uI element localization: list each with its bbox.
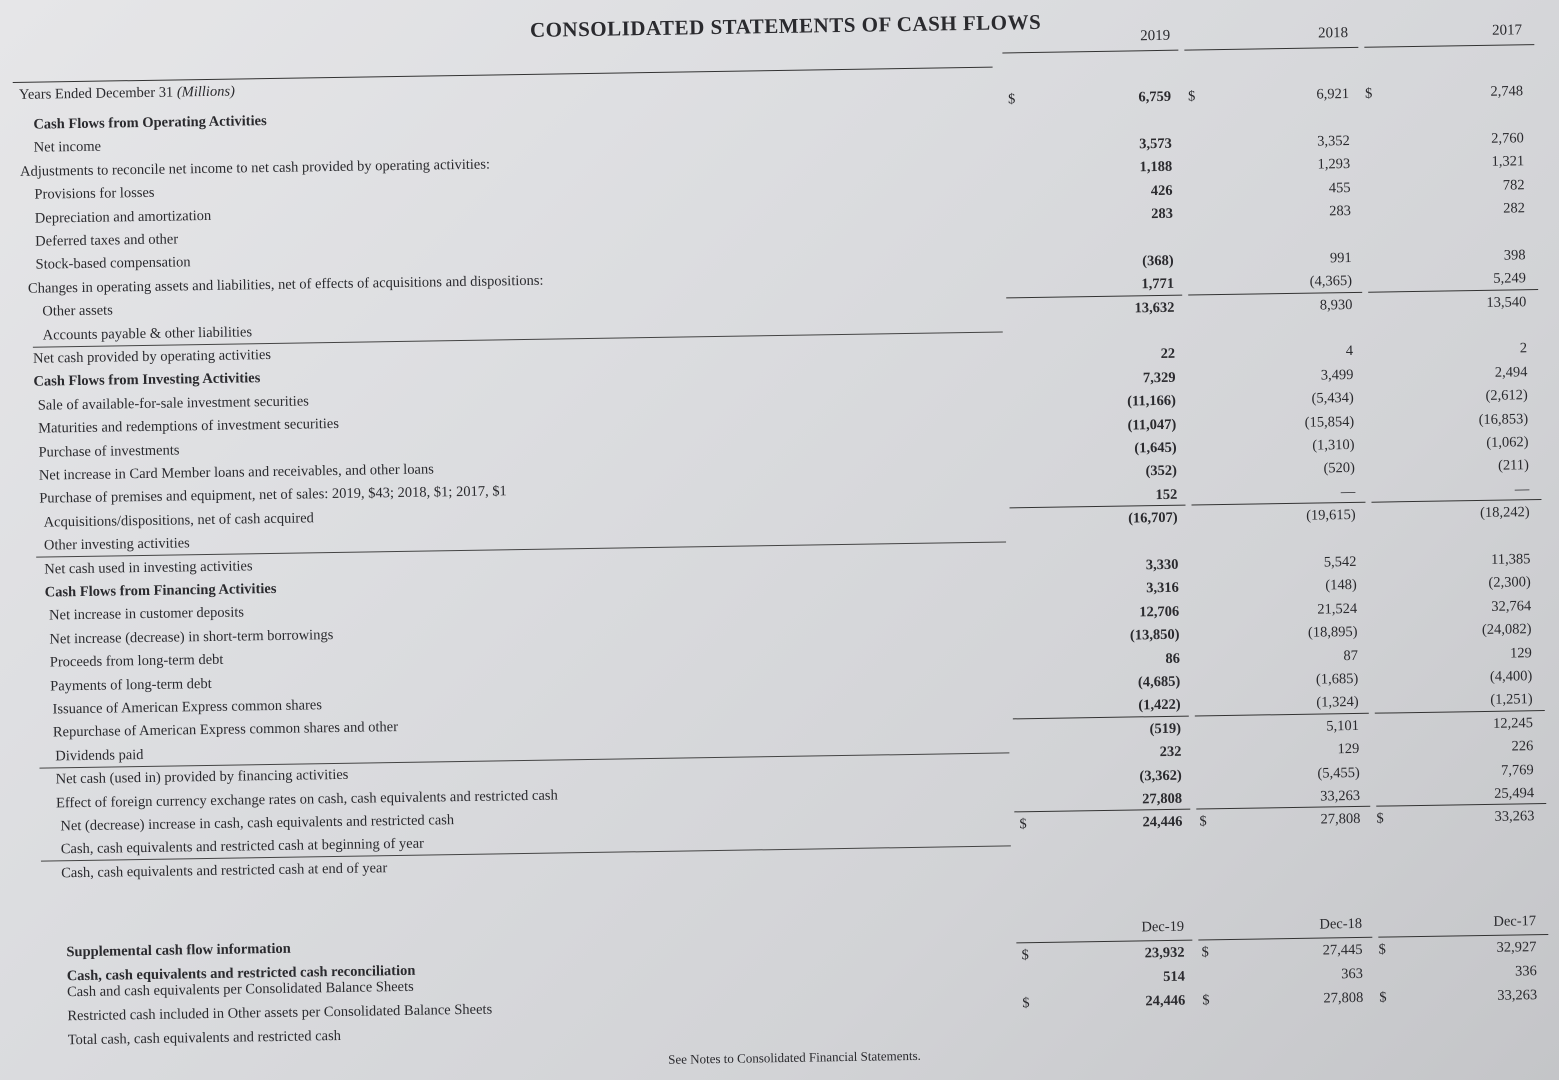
row-value-2018: —	[1340, 483, 1356, 500]
row-value-2019: 12,706	[1139, 603, 1180, 621]
row-value-2019: 24,446	[1142, 814, 1183, 831]
row-value-2019: (11,047)	[1127, 416, 1177, 434]
row-value-2017: (1,251)	[1490, 691, 1533, 709]
row-value-2019: 6,759	[1138, 88, 1172, 106]
row-label: Other assets	[42, 302, 113, 320]
row-label: Payments of long-term debt	[50, 675, 212, 695]
row-value-2017: 2,748	[1490, 83, 1524, 100]
row-value-2017: 129	[1509, 644, 1532, 662]
row-value-2017: (1,062)	[1486, 434, 1529, 451]
subtotal-rule	[1010, 505, 1186, 509]
supplemental-column-header: Dec-19	[1141, 918, 1185, 936]
row-value-2019: (3,362)	[1139, 767, 1182, 784]
row-label: Deferred taxes and other	[35, 231, 179, 250]
row-label: Proceeds from long-term debt	[49, 651, 224, 671]
row-label: Purchase of premises and equipment, net of sales: 2019, $43; 2018, $1; 2017, $1	[39, 483, 507, 508]
supplemental-value-Dec-17: 32,927	[1496, 939, 1537, 956]
row-value-2019: (352)	[1145, 463, 1178, 480]
row-value-2018: (18,895)	[1307, 624, 1358, 641]
year-header-2018: 2018	[1317, 25, 1349, 42]
row-label: Repurchase of American Express common shares and other	[52, 719, 399, 741]
row-value-2019: 3,330	[1145, 556, 1179, 574]
row-value-2017: (2,300)	[1488, 574, 1531, 592]
subtotal-rule	[1188, 291, 1362, 295]
row-label: Provisions for losses	[34, 184, 155, 203]
supplemental-value-Dec-17: 33,263	[1497, 987, 1538, 1004]
row-label: Dividends paid	[55, 746, 144, 765]
row-label: Accounts payable & other liabilities	[42, 323, 253, 344]
row-value-2018: (1,685)	[1315, 670, 1359, 688]
row-value-2019: (368)	[1142, 252, 1174, 270]
row-value-2019: 152	[1155, 486, 1178, 503]
row-value-2019: 13,632	[1134, 299, 1175, 316]
row-label: Net increase (decrease) in short-term borrowings	[49, 626, 334, 648]
year-header-2017: 2017	[1491, 22, 1523, 39]
year-rule-2019	[1002, 50, 1178, 54]
supplemental-header-rule	[1016, 940, 1192, 944]
row-value-2018: (520)	[1323, 460, 1356, 477]
row-value-2019: 232	[1159, 743, 1182, 761]
supplemental-value-Dec-18: 363	[1341, 965, 1364, 983]
currency-symbol: $	[1021, 947, 1029, 964]
row-value-2019: 3,316	[1146, 580, 1179, 597]
row-label: Net increase in Card Member loans and receivables, and other loans	[38, 461, 434, 484]
row-label: Other investing activities	[43, 535, 190, 554]
row-value-2017: (16,853)	[1478, 410, 1529, 428]
currency-symbol: $	[1187, 88, 1196, 105]
header-rule	[13, 67, 993, 83]
row-value-2019: (13,850)	[1129, 626, 1180, 644]
section-rule	[39, 752, 1009, 768]
row-value-2017: 2,760	[1491, 130, 1524, 147]
cash-flow-statement-sheet	[12, 0, 1559, 1080]
row-value-2019: 1,771	[1141, 275, 1175, 293]
row-value-2017: 7,769	[1500, 761, 1534, 779]
currency-symbol: $	[1199, 813, 1207, 830]
row-value-2017: 25,494	[1494, 785, 1535, 802]
row-value-2018: 21,524	[1317, 600, 1358, 618]
row-label: Cash Flows from Investing Activities	[33, 370, 261, 391]
currency-symbol: $	[1364, 85, 1373, 102]
currency-symbol: $	[1201, 944, 1209, 961]
supplemental-column-header: Dec-17	[1493, 913, 1537, 930]
subtotal-rule	[1006, 294, 1182, 298]
row-value-2017: (24,082)	[1481, 621, 1532, 639]
currency-symbol: $	[1378, 941, 1386, 958]
row-value-2018: (1,324)	[1316, 694, 1359, 711]
row-value-2019: 426	[1150, 182, 1173, 199]
row-value-2017: 1,321	[1491, 153, 1525, 170]
row-value-2017: (2,612)	[1485, 387, 1528, 405]
supplemental-value-Dec-17: 336	[1514, 963, 1537, 980]
row-value-2018: 3,499	[1320, 366, 1354, 384]
supplemental-heading: Supplemental cash flow information	[66, 940, 291, 961]
row-value-2018: 455	[1328, 179, 1351, 196]
currency-symbol: $	[1022, 995, 1030, 1012]
row-value-2019: 86	[1165, 650, 1181, 667]
row-value-2018: 27,808	[1320, 811, 1361, 828]
row-label: Maturities and redemptions of investment securities	[38, 416, 340, 437]
row-value-2019: 3,573	[1139, 135, 1172, 153]
row-value-2019: (519)	[1149, 720, 1182, 738]
row-value-2018: 5,542	[1323, 553, 1357, 571]
row-value-2017: 12,245	[1492, 714, 1534, 732]
row-value-2019: (1,645)	[1134, 439, 1177, 457]
row-value-2017: (18,242)	[1479, 504, 1530, 522]
supplemental-row-label: Cash and cash equivalents per Consolidated Balance Sheets	[66, 978, 414, 1001]
year-header-2019: 2019	[1140, 27, 1171, 45]
row-label: Cash, cash equivalents and restricted cash at end of year	[61, 860, 388, 882]
subtotal-rule	[1191, 502, 1365, 506]
supplemental-value-Dec-18: 27,808	[1323, 989, 1364, 1007]
row-value-2018: 991	[1329, 249, 1352, 267]
row-value-2018: (19,615)	[1306, 507, 1356, 524]
row-value-2018: 4	[1345, 343, 1354, 360]
currency-symbol: $	[1202, 992, 1210, 1009]
years-ended-label: Years Ended December 31 (Millions)	[18, 83, 235, 103]
row-label: Changes in operating assets and liabilities, net of effects of acquisitions and dispositions:	[27, 272, 544, 297]
row-value-2018: 6,921	[1316, 86, 1350, 103]
row-label: Effect of foreign currency exchange rates on cash, cash equivalents and restricted cash	[55, 787, 558, 811]
row-label: Purchase of investments	[38, 442, 180, 461]
footer-note: See Notes to Consolidated Financial Statements.	[668, 1047, 921, 1067]
row-label: Acquisitions/dispositions, net of cash acquired	[43, 510, 314, 531]
supplemental-header-rule	[1198, 937, 1372, 941]
row-label: Net increase in customer deposits	[48, 604, 245, 624]
row-label: Sale of available-for-sale investment securities	[37, 393, 309, 414]
row-value-2017: (211)	[1497, 457, 1530, 475]
row-value-2019: (16,707)	[1128, 509, 1178, 527]
row-value-2018: 5,101	[1326, 717, 1360, 735]
subtotal-rule	[1014, 809, 1190, 813]
supplemental-row-label: Total cash, cash equivalents and restricted cash	[67, 1027, 342, 1049]
supplemental-row-label: Restricted cash included in Other assets per Consolidated Balance Sheets	[67, 1001, 493, 1025]
units-label: (Millions)	[176, 83, 235, 101]
subtotal-rule	[1375, 710, 1545, 714]
currency-symbol: $	[1376, 810, 1384, 828]
row-label: Net cash used in investing activities	[44, 557, 253, 578]
row-value-2017: 33,263	[1494, 808, 1535, 826]
row-value-2017: —	[1514, 481, 1530, 498]
row-value-2017: (4,400)	[1489, 668, 1533, 685]
row-label: Adjustments to reconcile net income to net cash provided by operating activities:	[19, 156, 491, 180]
row-label: Cash, cash equivalents and restricted cash at beginning of year	[60, 836, 425, 858]
row-value-2018: (5,434)	[1311, 390, 1354, 407]
row-value-2017: 13,540	[1486, 293, 1527, 311]
row-label: Depreciation and amortization	[34, 207, 212, 227]
row-value-2017: 2	[1519, 340, 1528, 357]
row-value-2017: 782	[1502, 176, 1525, 194]
row-label: Stock-based compensation	[35, 254, 191, 274]
statement-title: CONSOLIDATED STATEMENTS OF CASH FLOWS	[529, 9, 1042, 42]
year-rule-2018	[1184, 47, 1358, 51]
row-label: Cash Flows from Operating Activities	[33, 113, 267, 133]
row-label: Issuance of American Express common shares	[52, 697, 323, 718]
supplemental-subheading: Cash, cash equivalents and restricted cash reconciliation	[66, 962, 416, 985]
supplemental-header-rule	[1378, 934, 1548, 938]
row-value-2018: 1,293	[1317, 156, 1351, 173]
supplemental-value-Dec-18: 27,445	[1322, 941, 1363, 959]
supplemental-value-Dec-19: 514	[1163, 968, 1186, 986]
row-value-2019: (4,685)	[1137, 673, 1181, 691]
row-label: Net (decrease) increase in cash, cash equivalents and restricted cash	[60, 812, 455, 835]
row-label: Net cash (used in) provided by financing activities	[55, 766, 349, 788]
row-value-2018: 87	[1343, 647, 1359, 664]
row-value-2018: 3,352	[1317, 132, 1350, 150]
row-value-2017: 5,249	[1493, 270, 1527, 287]
supplemental-value-Dec-19: 23,932	[1144, 944, 1185, 962]
subtotal-rule	[1376, 803, 1546, 807]
currency-symbol: $	[1379, 989, 1387, 1006]
year-rule-2017	[1364, 44, 1534, 48]
row-value-2018: (4,365)	[1309, 273, 1353, 290]
row-value-2018: (148)	[1325, 577, 1357, 594]
row-label: Cash Flows from Financing Activities	[44, 580, 277, 601]
row-value-2018: 8,930	[1319, 296, 1353, 314]
currency-symbol: $	[1019, 816, 1027, 833]
row-value-2017: 226	[1511, 738, 1534, 755]
subtotal-rule	[1013, 715, 1189, 719]
row-value-2019: 27,808	[1142, 790, 1183, 808]
row-label: Net income	[33, 139, 102, 157]
row-value-2019: 22	[1160, 346, 1176, 363]
supplemental-column-header: Dec-18	[1319, 915, 1363, 933]
row-value-2019: 7,329	[1142, 369, 1176, 387]
row-value-2018: 283	[1329, 202, 1352, 220]
row-value-2017: 2,494	[1494, 364, 1528, 381]
row-label: Net cash provided by operating activities	[32, 346, 272, 367]
row-value-2019: (1,422)	[1138, 697, 1181, 714]
row-value-2017: 282	[1503, 200, 1526, 217]
row-value-2017: 398	[1503, 247, 1526, 264]
row-value-2018: (15,854)	[1304, 413, 1355, 431]
subtotal-rule	[1368, 289, 1538, 293]
row-value-2017: 32,764	[1491, 598, 1532, 615]
row-value-2019: 1,188	[1139, 158, 1173, 176]
row-value-2017: 11,385	[1490, 551, 1531, 568]
subtotal-rule	[1371, 499, 1541, 503]
row-value-2018: (1,310)	[1312, 436, 1355, 454]
row-value-2019: (11,166)	[1127, 392, 1176, 410]
row-value-2018: 33,263	[1320, 787, 1361, 805]
row-value-2018: 129	[1337, 741, 1360, 758]
supplemental-value-Dec-19: 24,446	[1145, 992, 1186, 1010]
subtotal-rule	[1196, 806, 1370, 810]
currency-symbol: $	[1007, 91, 1016, 108]
subtotal-rule	[1195, 713, 1369, 717]
row-value-2018: (5,455)	[1317, 764, 1360, 782]
row-value-2019: 283	[1151, 205, 1174, 223]
